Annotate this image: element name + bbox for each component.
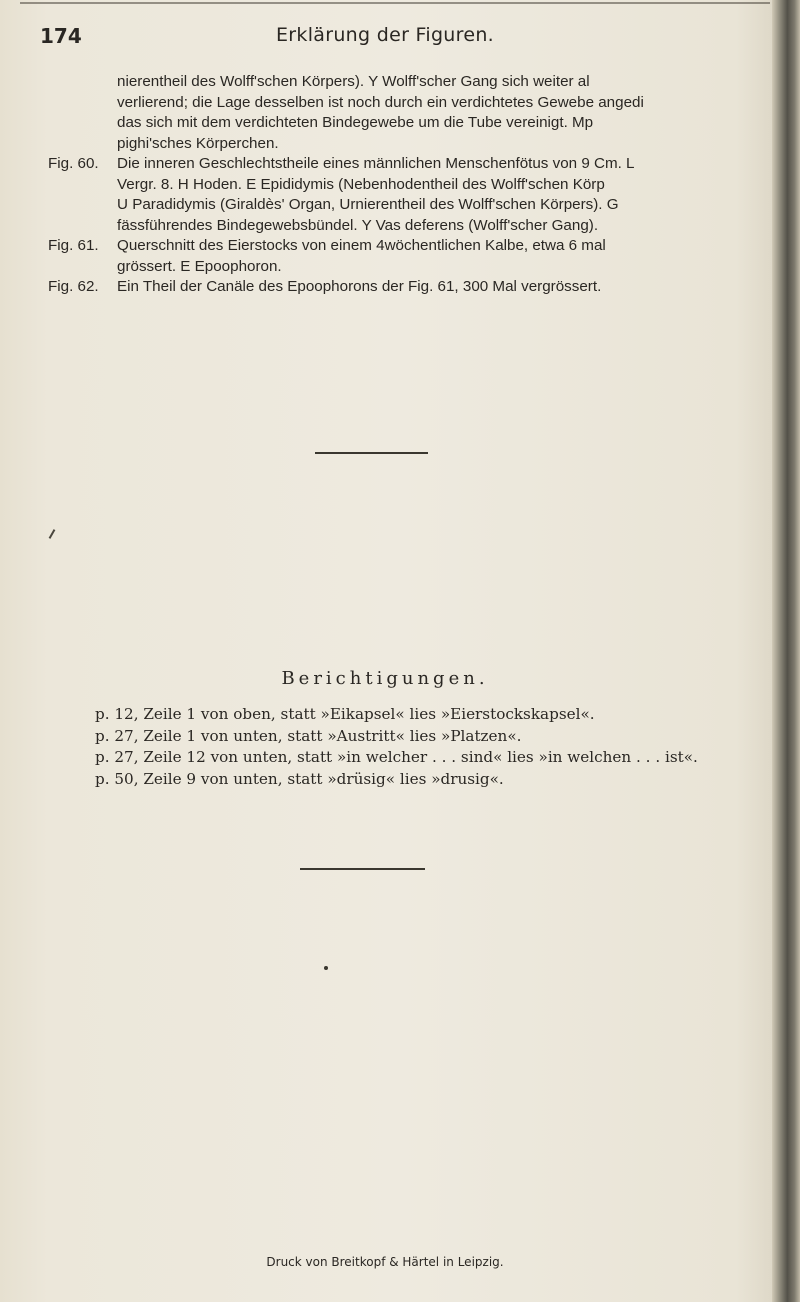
caption-line: fässführendes Bindegewebsbündel. Y Vas deferens (Wolff'scher Gang). xyxy=(117,216,599,234)
figure-label: Fig. 61. xyxy=(48,237,99,254)
caption-line: Die inneren Geschlechtstheile eines männlichen Menschenfötus von 9 Cm. L xyxy=(117,155,635,172)
caption-line: verlierend; die Lage desselben ist noch durch ein verdichtetes Gewebe angedi xyxy=(117,93,644,111)
printer-imprint: Druck von Breitkopf & Härtel in Leipzig. xyxy=(266,1255,504,1269)
caption-line: U Paradidymis (Giraldès' Organ, Urnierentheil des Wolff'schen Körpers). G xyxy=(117,196,619,213)
figure-label: Fig. 62. xyxy=(48,278,99,295)
correction-item: p. 27, Zeile 1 von unten, statt »Austritt« lies »Platzen«. xyxy=(95,726,522,745)
page-binding-edge xyxy=(772,0,800,1302)
correction-item: p. 50, Zeile 9 von unten, statt »drüsig« lies »drusig«. xyxy=(95,769,504,788)
caption-line: das sich mit dem verdichteten Bindegewebe um die Tube vereinigt. Mp xyxy=(117,114,594,131)
correction-item: p. 27, Zeile 12 von unten, statt »in welcher . . . sind« lies »in welchen . . . ist«. xyxy=(95,748,698,766)
figure-caption-60 xyxy=(48,154,768,236)
figure-caption-61 xyxy=(48,236,768,277)
correction-item: p. 12, Zeile 1 von oben, statt »Eikapsel« lies »Eierstockskapsel«. xyxy=(95,705,595,723)
caption-line: grössert. E Epoophoron. xyxy=(117,257,282,275)
caption-line: Ein Theil der Canäle des Epoophorons der Fig. 61, 300 Mal vergrössert. xyxy=(117,278,602,295)
caption-line: pighi'sches Körperchen. xyxy=(117,134,279,152)
top-rule xyxy=(20,2,770,4)
ink-dot xyxy=(324,966,328,970)
corrections-list xyxy=(95,704,698,790)
running-header xyxy=(0,24,770,54)
section-divider xyxy=(315,452,428,454)
corrections-heading: Berichtigungen. xyxy=(281,668,489,689)
figure-label: Fig. 60. xyxy=(48,155,99,172)
figure-caption-62 xyxy=(48,277,768,298)
caption-continuation xyxy=(48,72,768,154)
page-number: 174 xyxy=(40,24,82,48)
caption-line: nierentheil des Wolff'schen Körpers). Y Wolff'scher Gang sich weiter al xyxy=(117,73,590,90)
caption-line: Vergr. 8. H Hoden. E Epididymis (Nebenhodentheil des Wolff'schen Körp xyxy=(117,175,605,193)
section-divider xyxy=(300,868,425,870)
figure-captions xyxy=(48,72,768,298)
caption-line: Querschnitt des Eierstocks von einem 4wöchentlichen Kalbe, etwa 6 mal xyxy=(117,237,606,254)
page-title: Erklärung der Figuren. xyxy=(275,24,495,46)
